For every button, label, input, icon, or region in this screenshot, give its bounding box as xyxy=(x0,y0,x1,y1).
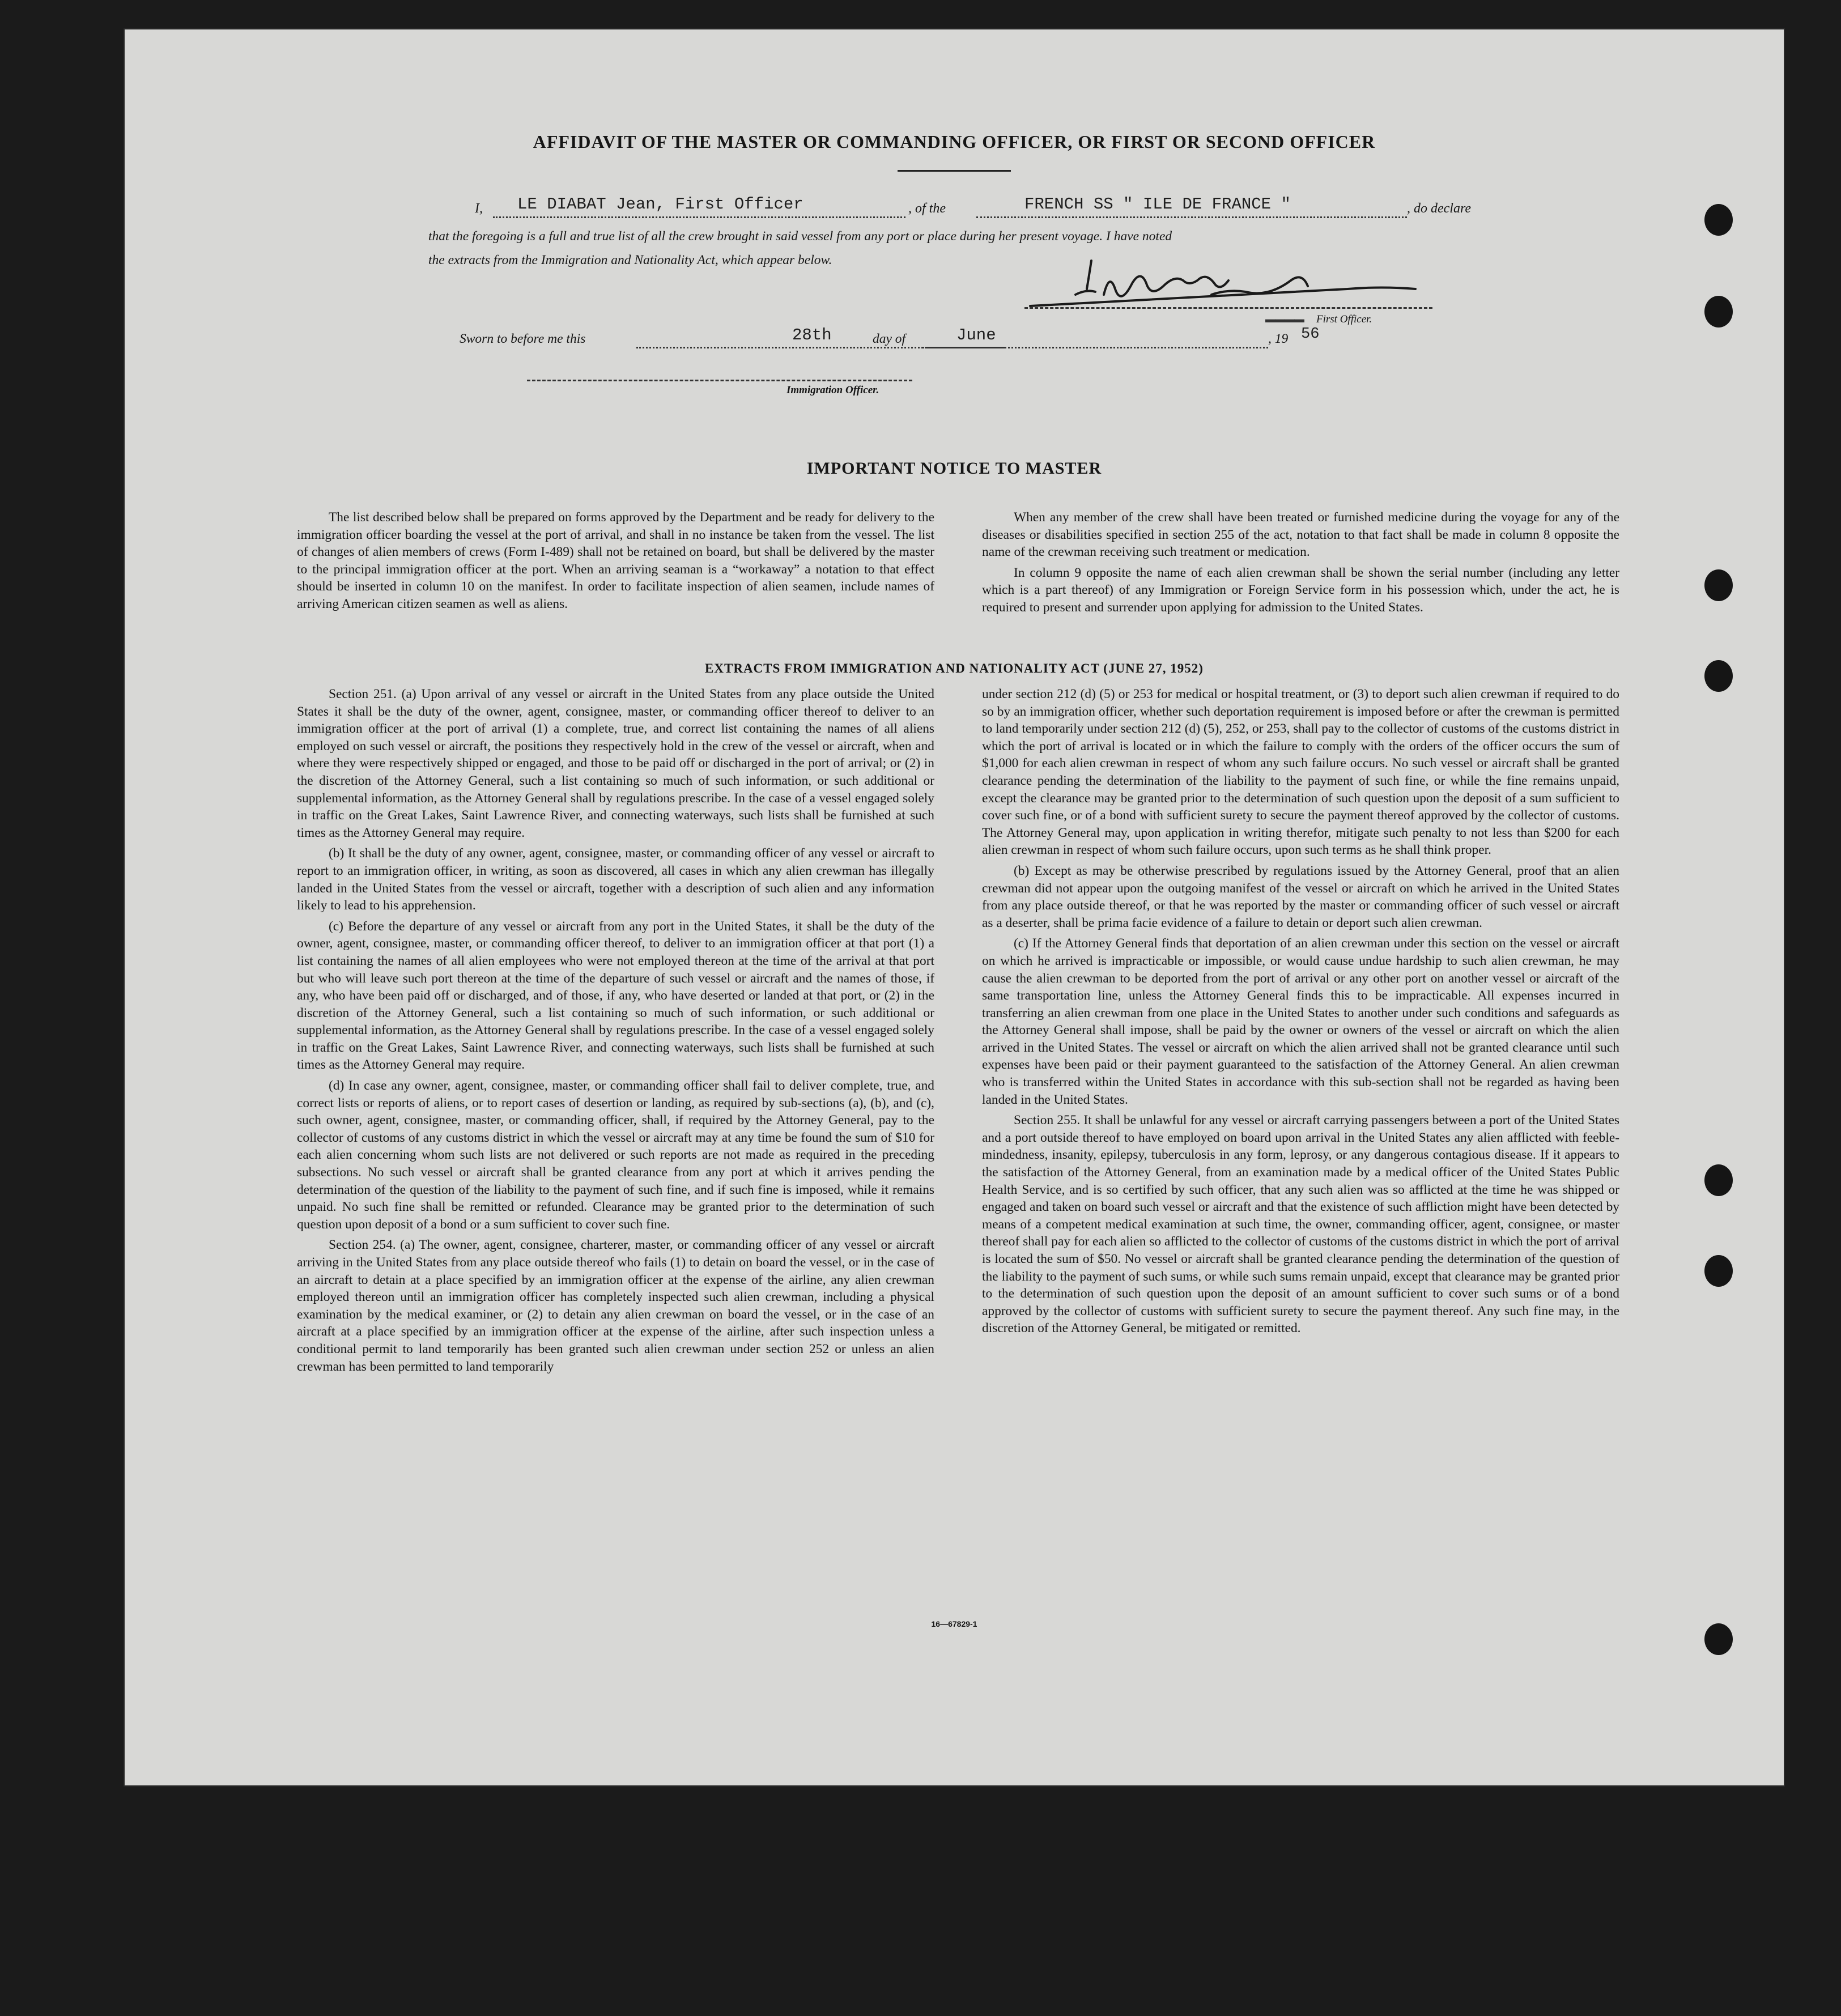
notice-left-paragraph: The list described below shall be prepared on forms approved by the Department and be ready for delivery to the immigration officer boarding the vessel at the port of arrival, and shall in no instance be taken from the vessel. The list of changes of alien members of crews (Form I-489) shall not be retained on board, but shall be delivered by the master to the principal immigration officer at the port. When an arriving seaman is a “workaway” a notation to that effect should be inserted in column 10 on the manifest. In order to facilitate inspection of alien seamen, include names of arriving American citizen seamen as well as aliens. xyxy=(297,510,934,611)
signature-caption: First Officer. xyxy=(1316,313,1372,325)
declaration-line3: the extracts from the Immigration and Nationality Act, which appear below. xyxy=(428,253,832,267)
extract-section-255: Section 255. It shall be unlawful for any vessel or aircraft carrying passengers between a port of the United States and a port outside thereof to have employed on board upon arrival in the United States any alien afflicted with feeble-mindedness, insanity, epilepsy, tuberculosis in any form, leprosy, or any dangerous contagious disease. If it appears to the satisfaction of the Attorney General, from an examination made by a medical officer of the United States Public Health Service, and is so certified by such officer, that any such alien was so afflicted at the time he was shipped or engaged and taken on board such vessel or aircraft and that the existence of such affliction might have been detected by means of a competent medical examination at such time, the owner, commanding officer, agent, consignee, or master thereof shall pay for each alien so afflicted to the collector of customs of the customs district in which the port of arrival is located the sum of $50. No vessel or aircraft shall be granted clearance pending the determination of the question of the liability to the payment of such sums, or while such sums remain unpaid, except that clearance may be granted prior to the determination of such question upon the deposit of an amount sufficient to cover such sums or of a bond approved by the collector of customs with sufficient surety to secure the payment thereof. Any such fine may, in the discretion of the Attorney General, be mitigated or remitted. xyxy=(982,1113,1619,1336)
day-of-label: day of xyxy=(873,331,906,346)
notice-left-column xyxy=(297,509,934,616)
officer-name-field[interactable]: LE DIABAT Jean, First Officer xyxy=(517,195,803,214)
extracts-right-column xyxy=(982,686,1619,1341)
punch-hole xyxy=(1704,1255,1733,1287)
struck-text: ▬▬▬▬ xyxy=(1265,313,1304,325)
extracts-left-column xyxy=(297,686,934,1379)
affidavit-title: AFFIDAVIT OF THE MASTER OR COMMANDING OFFICER, OR FIRST OR SECOND OFFICER xyxy=(533,131,1376,152)
document-page xyxy=(124,28,1785,1787)
form-number: 16—67829-1 xyxy=(931,1619,977,1628)
extract-section-254a: Section 254. (a) The owner, agent, consignee, charterer, master, or commanding officer of any vessel or aircraft arriving in the United States from any place outside thereof who fails (1) to detain on board the vessel, or in the case of an aircraft to detain at a place specified by an immigration officer at the expense of the airline, any alien crewman employed thereon until an immigration officer has completely inspected such alien crewman, including a physical examination by the medical examiner, or (2) to detain any alien crewman on board the vessel, or in the case of an aircraft at a place specified by an immigration officer at the expense of the airline, after such inspection unless a conditional permit to land temporarily has been granted such alien crewman under section 252 or unless an alien crewman has been permitted to land temporarily xyxy=(297,1237,934,1374)
year-prefix: , 19 xyxy=(1268,331,1289,346)
declaration-line2: that the foregoing is a full and true list of all the crew brought in said vessel from any port or place during her present voyage. I have noted xyxy=(428,229,1172,244)
extract-section-254b: (b) Except as may be otherwise prescribed by regulations issued by the Attorney General, proof that an alien crewman did not appear upon the outgoing manifest of the vessel or aircraft on which he arrived in the United States from any place outside thereof, or that he was reported by the master or commanding officer of such vessel or aircraft as a deserter, shall be prima facie evidence of a failure to detain or deport such alien crewman. xyxy=(982,863,1619,930)
extract-section-251b: (b) It shall be the duty of any owner, agent, consignee, master, or commanding officer of any vessel or aircraft to report to an immigration officer, in writing, as soon as discovered, all cases in which any alien crewman has illegally landed in the United States from the vessel or aircraft, together with a description of such alien and any information likely to lead to his apprehension. xyxy=(297,846,934,913)
immigration-officer-dotline xyxy=(527,380,912,381)
do-declare-label: , do declare xyxy=(1407,201,1472,216)
punch-hole xyxy=(1704,569,1733,601)
year-field[interactable]: 56 xyxy=(1301,326,1320,343)
month-dotline xyxy=(922,347,1268,348)
punch-hole xyxy=(1704,1164,1733,1196)
punch-hole xyxy=(1704,296,1733,328)
title-rule xyxy=(898,170,1011,172)
vessel-dotline xyxy=(976,216,1407,218)
extract-section-251d: (d) In case any owner, agent, consignee, master, or commanding officer shall fail to deliver complete, true, and correct lists or reports of aliens, or to report cases of desertion or landing, as required by sub-sections (a), (b), and (c), such owner, agent, consignee, master, or commanding officer, shall, if required by the Attorney General, pay to the collector of customs of any customs district in which the vessel or aircraft may at any time be found the sum of $10 for each alien concerning whom such lists are not delivered or such reports are not made as required in the preceding subsections. No such vessel or aircraft shall be granted clearance from any port at which it arrives pending the determination of the question of the liability to the payment of such fine, and if such fine is imposed, while it remains unpaid. No such fine shall be remitted or refunded. Clearance may be granted prior to the determination of such question upon deposit of a bond or a sum sufficient to cover such fine. xyxy=(297,1078,934,1232)
extract-section-254c: (c) If the Attorney General finds that deportation of an alien crewman under this section on the vessel or aircraft on which he arrived is impracticable or impossible, or would cause undue hardship to such alien crewman, he may cause the alien crewman to be deported from the port of arrival or any other port on another vessel or aircraft of the same transportation line, unless the Attorney General finds this to be impracticable. All expenses incurred in transferring an alien crewman from one place in the United States to another under such conditions and safeguards as the Attorney General shall impose, shall be paid by the owner or owners of the vessel or aircraft on which the alien arrived in the United States. The vessel or aircraft on which the alien arrived shall not be granted clearance until such expenses have been paid or their payment guaranteed to the satisfaction of the Attorney General. An alien crewman who is transferred within the United States in accordance with this sub-section shall not be regarded as having been landed in the United States. xyxy=(982,936,1619,1107)
sworn-month-field[interactable]: June xyxy=(956,326,996,344)
notice-right-paragraph-1: When any member of the crew shall have been treated or furnished medicine during the voyage for any of the diseases or disabilities specified in section 255 of the act, notation to that fact shall be made in column 8 opposite the name of the crewman receiving such treatment or medication. xyxy=(982,510,1619,560)
sworn-day-field[interactable]: 28th xyxy=(792,326,832,344)
signature-dotline xyxy=(1024,307,1432,309)
name-dotline xyxy=(493,216,905,218)
line1-prefix: I, xyxy=(475,201,483,216)
extract-section-251c: (c) Before the departure of any vessel or aircraft from any port in the United States, it shall be the duty of the owner, agent, consignee, master, or commanding officer thereof, to deliver to an immigration officer at that port (1) a list containing the names of all alien employees who were not employed thereon at the time of the arrival at that port but who will leave such port thereon at the time of the departure of such vessel or aircraft and the names of those, if any, who have been paid off or discharged, and of those, if any, who have deserted or landed at that port, or (2) in the discretion of the Attorney General, such a list containing so much of such information, or such additional or supplemental information, as the Attorney General shall by regulations prescribe. In the case of a vessel engaged solely in traffic on the Great Lakes, Saint Lawrence River, and connecting waterways, such lists shall be furnished at such times as the Attorney General may require. xyxy=(297,918,934,1073)
extracts-title: EXTRACTS FROM IMMIGRATION AND NATIONALITY ACT (JUNE 27, 1952) xyxy=(705,661,1204,675)
sworn-label: Sworn to before me this xyxy=(460,331,586,346)
extract-section-251a: Section 251. (a) Upon arrival of any vessel or aircraft in the United States from any place outside the United States it shall be the duty of the owner, agent, consignee, master, or commanding officer thereof to deliver to an immigration officer at the port of arrival (1) a complete, true, and correct list containing the names of all aliens employed on such vessel or aircraft, the positions they respectively hold in the crew of the vessel or aircraft, when and where they were respectively shipped or engaged, and those to be paid off or discharged in the port of arrival; or (2) in the discretion of the Attorney General, such a list containing so much of such information, or such additional or supplemental information, as the Attorney General shall by regulations prescribe. In the case of a vessel engaged solely in traffic on the Great Lakes, Saint Lawrence River, and connecting waterways, such lists shall be furnished at such times as the Attorney General may require. xyxy=(297,687,934,840)
notice-title: IMPORTANT NOTICE TO MASTER xyxy=(806,459,1102,478)
punch-hole xyxy=(1704,204,1733,236)
of-the-label: , of the xyxy=(908,201,946,216)
immigration-officer-label: Immigration Officer. xyxy=(786,384,879,396)
notice-right-paragraph-2: In column 9 opposite the name of each alien crewman shall be shown the serial number (including any letter which is a part thereof) of any Immigration or Foreign Service form in his possession which, under the act, he is required to present and surrender upon applying for admission to the United States. xyxy=(982,565,1619,615)
notice-right-column xyxy=(982,509,1619,620)
extract-section-254a-cont: under section 212 (d) (5) or 253 for medical or hospital treatment, or (3) to deport such alien crewman if required to do so by an immigration officer, whether such deportation requirement is imposed before or after the crewman is permitted to land temporarily under section 212 (d) (5), 252, or 253, shall pay to the collector of customs of the customs district in which the port of arrival is located or in which the failure to comply with the orders of the officer occurs the sum of $1,000 for each alien crewman in respect of whom any such failure occurs. No such vessel or aircraft shall be granted clearance pending the determination of the liability to the payment of such fine, or while the fine remains unpaid, except the clearance may be granted prior to the determination of such question upon the deposit of a sum sufficient to cover such fine, or of a bond with sufficient surety to secure the payment thereof approved by the collector of customs. The Attorney General may, upon application in writing therefor, mitigate such penalty to not less than $200 for each alien crewman in respect of whom such failure occurs, upon such terms as he shall think proper. xyxy=(982,687,1619,858)
vessel-field[interactable]: FRENCH SS " ILE DE FRANCE " xyxy=(1024,195,1291,214)
